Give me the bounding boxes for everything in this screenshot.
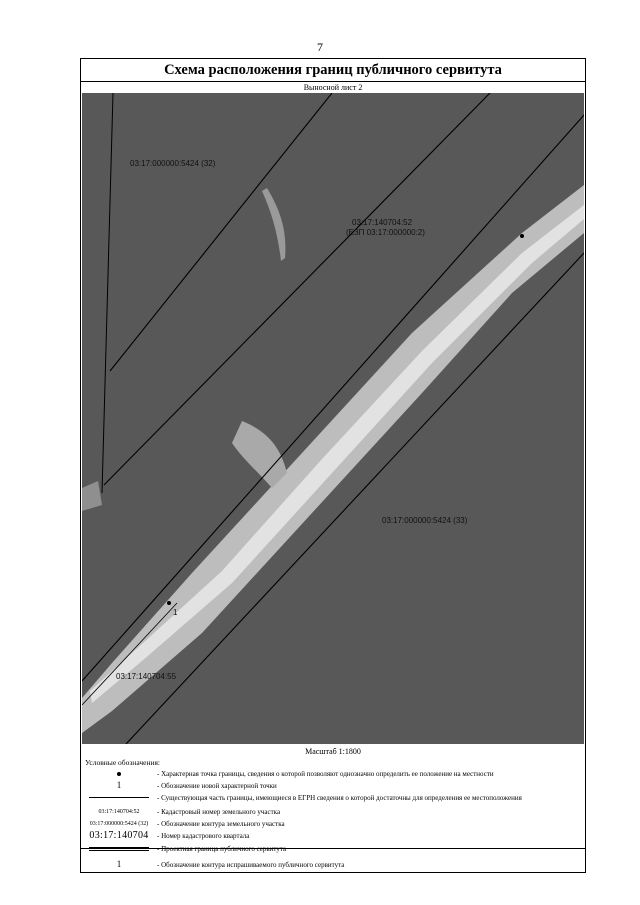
legend-row-point	[81, 768, 587, 780]
boundary-line-3	[82, 115, 584, 681]
legend-symbol: 1	[116, 859, 122, 869]
legend-row-quarter	[81, 830, 587, 842]
map-label: 03:17:140704:55	[116, 672, 177, 681]
legend-row-servitude-contour	[81, 859, 587, 871]
boundary-line-vertical	[102, 93, 113, 493]
page-number: 7	[317, 40, 323, 54]
legend-text: - Кадастровый номер земельного участка	[157, 808, 281, 816]
legend-symbol	[85, 768, 153, 780]
section-divider	[81, 848, 585, 849]
left-patch	[82, 481, 102, 511]
scale-label: Масштаб 1:1800	[305, 747, 361, 756]
map-label: (ЕЗП 03:17:000000:2)	[346, 228, 425, 237]
legend-symbol: 03:17:140704	[89, 830, 149, 841]
legend-text: - Обозначение контура земельного участка	[157, 820, 285, 828]
point-icon	[117, 772, 121, 776]
boundary-point-lower	[167, 601, 171, 605]
scheme-title: Схема расположения границ публичного сервитута	[81, 59, 585, 82]
map-label: 03:17:000000:5424 (33)	[382, 516, 468, 525]
legend-symbol: 1	[116, 780, 122, 790]
map-label: 03:17:140704:52	[352, 218, 413, 227]
legend-title: Условные обозначения:	[85, 758, 161, 767]
legend-row-existing-boundary	[81, 792, 587, 804]
boundary-point-upper	[520, 234, 524, 238]
legend-text: - Характерная точка границы, сведения о которой позволяют однозначно определить ее положение на местности	[157, 770, 494, 778]
sheet-subtitle: Выносной лист 2	[303, 83, 363, 92]
legend-text: - Обозначение новой характерной точки	[157, 782, 277, 790]
legend-row-cadastral-number	[81, 806, 587, 818]
boundary-line-4	[126, 253, 584, 744]
cadastral-map	[82, 93, 584, 744]
legend-symbol: 03:17:140704:52	[98, 809, 140, 815]
legend-symbol	[85, 792, 153, 804]
point-label: 1	[173, 608, 178, 617]
legend-text: - Номер кадастрового квартала	[157, 832, 250, 840]
solid-line-icon	[89, 797, 149, 798]
map-drawing	[82, 93, 584, 744]
legend-row-contour	[81, 818, 587, 830]
scheme-frame	[80, 58, 586, 873]
river-core	[90, 205, 584, 703]
boundary-line-1	[110, 93, 332, 371]
channel-patch	[232, 421, 287, 488]
legend-text: - Проектная граница публичного сервитута	[157, 845, 287, 853]
legend-text: - Существующая часть границы, имеющиеся в ЕГРН сведения о которой достаточны для определения ее местоположения	[157, 794, 522, 802]
legend-row-new-point	[81, 780, 587, 792]
legend-symbol	[85, 843, 153, 855]
upper-streak	[262, 188, 285, 261]
map-label: 03:17:000000:5424 (32)	[130, 159, 216, 168]
legend-row-servitude-boundary	[81, 843, 587, 855]
boundary-line-2	[104, 93, 490, 485]
legend-symbol: 03:17:000000:5424 (32)	[89, 821, 149, 827]
legend-text: - Обозначение контура испрашиваемого публичного сервитута	[157, 861, 345, 869]
